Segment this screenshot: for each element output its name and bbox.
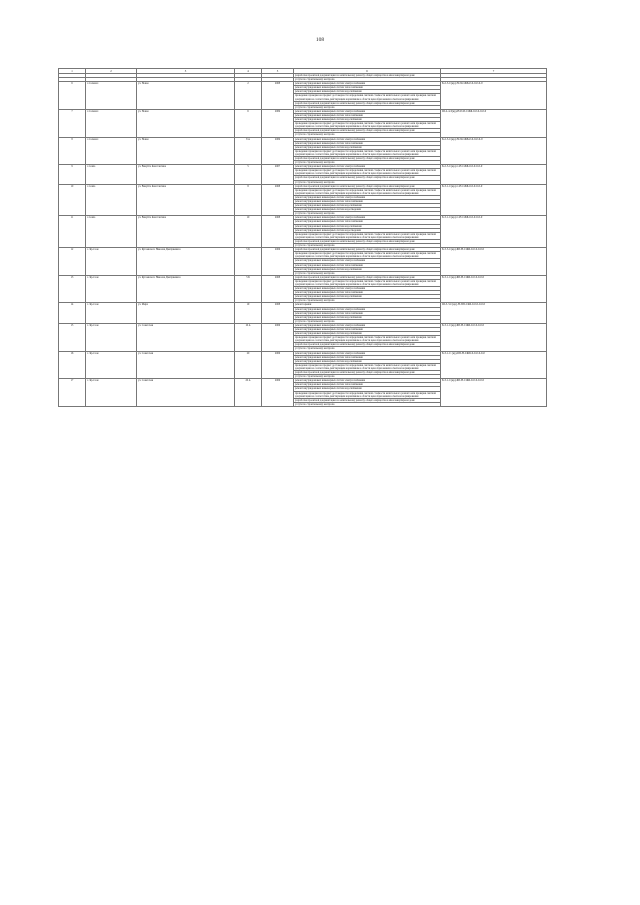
row-number: 13 xyxy=(59,275,86,303)
work-type: разработка проектной документации по капитальному ремонту общего имущества в многоквартирном доме xyxy=(294,275,441,279)
work-type: ремонт внутридомовых инженерных систем электроснабжения xyxy=(294,109,441,113)
locality: с.Сеяха xyxy=(86,216,137,248)
work-type: услуги по строительному контролю xyxy=(294,402,441,406)
work-type: ремонт внутридомовых инженерных систем водоснабжения xyxy=(294,224,441,228)
year: 2007 xyxy=(262,165,294,184)
row-number: 9 xyxy=(59,165,86,184)
work-type: услуги по строительному контролю xyxy=(294,347,441,351)
year: 2006 xyxy=(262,323,294,351)
work-type: разработка проектной документации по капитальному ремонту общего имущества в многоквартирном доме xyxy=(294,343,441,347)
work-type: ремонт внутридомовых инженерных систем водоотведения xyxy=(294,228,441,232)
work-type: проведение проверки на предмет достоверности определения сметной стоимости капитального ремонта или проверки сметной документации на соответствие действующим нормативам в области ценообразования в сметном нормировании xyxy=(294,149,441,156)
locality: с. Яр-Сале xyxy=(86,379,137,407)
work-type: ремонт внутридомовых инженерных систем электроснабжения xyxy=(294,165,441,169)
row-number: 7 xyxy=(59,109,86,137)
street: ул. Вануйто Константина xyxy=(137,184,235,216)
street: ул. Советская xyxy=(137,323,235,351)
year: 2008 xyxy=(262,303,294,323)
work-type: ремонт внутридомовых инженерных систем теплоснабжения xyxy=(294,291,441,295)
work-type: ремонт внутридомовых инженерных систем водоснабжения xyxy=(294,145,441,149)
work-type: ремонт внутридомовых инженерных систем электроснабжения xyxy=(294,351,441,355)
work-type: ремонт внутридомовых инженерных систем электроснабжения xyxy=(294,82,441,86)
house-number: 19 xyxy=(235,303,262,323)
locality: с.Салемал xyxy=(86,109,137,137)
work-type: ремонт внутридомовых инженерных систем электроснабжения xyxy=(294,323,441,327)
locality: с. Яр-Сале xyxy=(86,303,137,323)
work-type: проведение проверки на предмет достоверности определения сметной стоимости капитального ремонта или проверки сметной документации на соответствие действующим нормативам в области ценообразования в сметном нормировании xyxy=(294,232,441,239)
work-type: услуги по строительному контролю xyxy=(294,133,441,137)
work-type: ремонт внутридомовых инженерных систем теплоснабжения xyxy=(294,200,441,204)
column-number: 6 xyxy=(294,69,441,74)
column-number: 4 xyxy=(235,69,262,74)
street: ул. Советская xyxy=(137,379,235,407)
year: 2008 xyxy=(262,216,294,248)
year: 2006 xyxy=(262,351,294,379)
house-number: 8 xyxy=(235,184,262,216)
work-type: ремонт внутридомовых инженерных систем электроснабжения xyxy=(294,137,441,141)
building-code: Б-3-1-С(кр)-С-Н-СЖБ-0-0-0-0-0-0 xyxy=(441,184,547,216)
work-type: ремонт внутридомовых инженерных систем водоснабжения xyxy=(294,387,441,391)
row-number: 12 xyxy=(59,248,86,276)
work-type: ремонт внутридомовых инженерных систем электроснабжения xyxy=(294,259,441,263)
work-type: разработка проектной документации по капитальному ремонту общего имущества в многоквартирном доме xyxy=(294,129,441,133)
work-type: ремонт внутридомовых инженерных систем водоснабжения xyxy=(294,204,441,208)
table-row xyxy=(59,82,547,86)
street: ул. Вануйто Константина xyxy=(137,216,235,248)
work-type: ремонт внутридомовых инженерных систем электроснабжения xyxy=(294,287,441,291)
work-type: услуги по строительному контролю xyxy=(294,161,441,165)
work-type: разработка проектной документации по капитальному ремонту общего имущества в многоквартирном доме xyxy=(294,184,441,188)
work-type: услуги по строительному контролю xyxy=(294,299,441,303)
street: ул. Советская xyxy=(137,351,235,379)
work-type: ремонт внутридомовых инженерных систем теплоснабжения xyxy=(294,311,441,315)
repair-plan-table-wrap xyxy=(58,68,546,407)
year: 2006 xyxy=(262,379,294,407)
column-number: 3 xyxy=(137,69,235,74)
street: ул. Новая xyxy=(137,137,235,165)
house-number: 8 А xyxy=(235,137,262,165)
work-type: разработка проектной документации по капитальному ремонту общего имущества в многоквартирном доме xyxy=(294,176,441,180)
row-number: 17 xyxy=(59,379,86,407)
work-type: ремонт внутридомовых инженерных систем теплоснабжения xyxy=(294,355,441,359)
work-type: разработка проектной документации по капитальному ремонту общего имущества в многоквартирном доме xyxy=(294,101,441,105)
work-type: разработка проектной документации по капитальному ремонту общего имущества в многоквартирном доме xyxy=(294,239,441,243)
building-code: Б-3-3-С(кр)-БП-Н-СЖБ-0-0-0-0-0-0 xyxy=(441,248,547,276)
work-type: ремонт внутридомовых инженерных систем электроснабжения xyxy=(294,379,441,383)
row-number: 15 xyxy=(59,323,86,351)
column-number: 1 xyxy=(59,69,86,74)
house-number: 6 xyxy=(235,109,262,137)
page-number: 108 xyxy=(315,37,325,43)
building-code: Б-3-1-С(кр)-БП-Н-СЖБ-0-0-0-0-0-0 xyxy=(441,275,547,303)
row-number: 6 xyxy=(59,82,86,110)
work-type: проведение проверки на предмет достоверности определения сметной стоимости капитального ремонта или проверки сметной документации на соответствие действующим нормативам в области ценообразования в сметном нормировании xyxy=(294,94,441,101)
house-number: 20 А xyxy=(235,379,262,407)
building-code: Б-2-3-С(кр)-Н-П-СЖБ-0-0-0-0-0-0 xyxy=(441,82,547,110)
work-type: ремонт внутридомовых инженерных систем теплоснабжения xyxy=(294,263,441,267)
year: 2008 xyxy=(262,275,294,303)
street: ул. Новая xyxy=(137,109,235,137)
row-number: 14 xyxy=(59,303,86,323)
work-type: разработка проектной документации по капитальному ремонту общего имущества в многоквартирном доме xyxy=(294,74,441,78)
work-type: услуги по строительному контролю xyxy=(294,180,441,184)
row-number: 16 xyxy=(59,351,86,379)
locality: с. Яр-Сале xyxy=(86,351,137,379)
building-code: Ш-3-3-С(кр)-Н-ПП-СКБ-0-0-0-0-0-0 xyxy=(441,303,547,323)
work-type: проведение проверки на предмет достоверности определения сметной стоимости капитального ремонта или проверки сметной документации на соответствие действующим нормативам в области ценообразования в сметном нормировании xyxy=(294,122,441,129)
work-type: ремонт внутридомовых инженерных систем водоснабжения xyxy=(294,118,441,122)
street: ул. Кугаевского Николая Дмитриевича xyxy=(137,275,235,303)
building-code: Б-2-3-С(кр)-С-Н-СЖБ-0-0-0-0-0-0 xyxy=(441,165,547,184)
work-type: проведение проверки на предмет достоверности определения сметной стоимости капитального ремонта или проверки сметной документации на соответствие действующим нормативам в области ценообразования в сметном нормировании xyxy=(294,188,441,195)
work-type: разработка проектной документации по капитальному ремонту общего имущества в многоквартирном доме xyxy=(294,398,441,402)
work-type: разработка проектной документации по капитальному ремонту общего имущества в многоквартирном доме xyxy=(294,156,441,160)
column-number: 2 xyxy=(86,69,137,74)
work-type: ремонт внутридомовых инженерных систем теплоснабжения xyxy=(294,113,441,117)
table-row xyxy=(59,109,547,113)
locality: с.Салемал xyxy=(86,82,137,110)
work-type: проведение проверки на предмет достоверности определения сметной стоимости капитального ремонта или проверки сметной документации на соответствие действующим нормативам в области ценообразования в сметном нормировании xyxy=(294,252,441,259)
year: 2008 xyxy=(262,82,294,110)
work-type: разработка проектной документации по капитальному ремонту общего имущества в многоквартирном доме xyxy=(294,248,441,252)
column-number: 5 xyxy=(262,69,294,74)
work-type: ремонт внутридомовых инженерных систем водоснабжения xyxy=(294,295,441,299)
year: 2008 xyxy=(262,184,294,216)
work-type: ремонт внутридомовых инженерных систем теплоснабжения xyxy=(294,220,441,224)
work-type: ремонт внутридомовых инженерных систем теплоснабжения xyxy=(294,328,441,332)
work-type: ремонт внутридомовых инженерных систем электроснабжения xyxy=(294,307,441,311)
work-type: ремонт внутридомовых инженерных систем водоснабжения xyxy=(294,332,441,336)
locality: с.Сеяха xyxy=(86,165,137,184)
work-type: ремонт внутридомовых инженерных систем водоснабжения xyxy=(294,90,441,94)
work-type: ремонт внутридомовых инженерных систем электроснабжения xyxy=(294,216,441,220)
work-type: услуги по строительному контролю xyxy=(294,212,441,216)
street: ул. Вануйто Константина xyxy=(137,165,235,184)
building-code: Б-2-3-С(кр)-Н-П-СЖБ-0-0-0-0-0-0 xyxy=(441,137,547,165)
locality: с. Яр-Сале xyxy=(86,275,137,303)
work-type: ремонт внутридомовых инженерных систем теплоснабжения xyxy=(294,86,441,90)
row-number: 10 xyxy=(59,184,86,216)
table-row xyxy=(59,379,547,383)
work-type: ремонт внутридомовых инженерных систем теплоснабжения xyxy=(294,383,441,387)
table-row xyxy=(59,303,547,307)
work-type: ремонт внутридомовых инженерных систем электроснабжения xyxy=(294,195,441,199)
work-type: проведение проверки на предмет достоверности определения сметной стоимости капитального ремонта или проверки сметной документации на соответствие действующим нормативам в области ценообразования в сметном нормировании xyxy=(294,363,441,370)
house-number: 10 xyxy=(235,216,262,248)
building-code: Б-3-1-С(кр)-С-Н-СЖБ-0-0-0-0-0-0 xyxy=(441,216,547,248)
building-code: Ш-2-4-3(кр)-Н-П-П-СЖБ-0-0-0-0-0-0 xyxy=(441,109,547,137)
work-type: ремонт внутридомовых инженерных систем водоснабжения xyxy=(294,315,441,319)
work-type: услуги по строительному контролю xyxy=(294,319,441,323)
column-number: 7 xyxy=(441,69,547,74)
building-code: Б-3-1-С (кр)-БП-Н-СЖБ-0-0-0-0-0-0 xyxy=(441,351,547,379)
year: 2006 xyxy=(262,248,294,276)
work-type: разработка проектной документации по капитальному ремонту общего имущества в многоквартирном доме xyxy=(294,371,441,375)
year: 2009 xyxy=(262,137,294,165)
work-type: услуги по строительному контролю xyxy=(294,244,441,248)
table-row xyxy=(59,184,547,188)
table-row xyxy=(59,351,547,355)
house-number: 10 А xyxy=(235,323,262,351)
street: ул. Новая xyxy=(137,82,235,110)
year: 2009 xyxy=(262,109,294,137)
work-type: проведение проверки на предмет достоверности определения сметной стоимости капитального ремонта или проверки сметной документации на соответствие действующим нормативам в области ценообразования в сметном нормировании xyxy=(294,391,441,398)
work-type: проведение проверки на предмет достоверности определения сметной стоимости капитального ремонта или проверки сметной документации на соответствие действующим нормативам в области ценообразования в сметном нормировании xyxy=(294,169,441,176)
work-type: услуги по строительному контролю xyxy=(294,375,441,379)
locality: с. Яр-Сале xyxy=(86,323,137,351)
house-number: 5 Б xyxy=(235,275,262,303)
row-number: 11 xyxy=(59,216,86,248)
house-number: 2 xyxy=(235,82,262,110)
work-type: проведение проверки на предмет достоверности определения сметной стоимости капитального ремонта или проверки сметной документации на соответствие действующим нормативам в области ценообразования в сметном нормировании xyxy=(294,336,441,343)
table-body xyxy=(59,74,547,407)
table-row xyxy=(59,248,547,252)
work-type: ремонт крыши xyxy=(294,303,441,307)
building-code: Б-3-1-С(кр)-БП-Н-СЖБ-0-0-0-0-0-0 xyxy=(441,379,547,407)
work-type: проведение проверки на предмет достоверности определения сметной стоимости капитального ремонта или проверки сметной документации на соответствие действующим нормативам в области ценообразования в сметном нормировании xyxy=(294,279,441,286)
locality: с.Салемал xyxy=(86,137,137,165)
building-code: Б-3-1-С(кр)-БП-Н-СЖБ-0-0-0-0-0-0 xyxy=(441,323,547,351)
street: ул. Кугаевского Николая Дмитриевича xyxy=(137,248,235,276)
table-row xyxy=(59,275,547,279)
work-type: ремонт внутридомовых инженерных систем теплоснабжения xyxy=(294,141,441,145)
work-type: услуги по строительному контролю xyxy=(294,78,441,82)
table-row xyxy=(59,137,547,141)
locality: с. Яр-Сале xyxy=(86,248,137,276)
work-type: ремонт внутридомовых инженерных систем водоснабжения xyxy=(294,359,441,363)
house-number: 5 Б xyxy=(235,248,262,276)
table-row xyxy=(59,323,547,327)
work-type: ремонт внутридомовых инженерных систем водоотведения xyxy=(294,208,441,212)
table-row xyxy=(59,216,547,220)
work-type: ремонт внутридомовых инженерных систем водоснабжения xyxy=(294,267,441,271)
table-row xyxy=(59,165,547,169)
row-number: 8 xyxy=(59,137,86,165)
work-type: услуги по строительному контролю xyxy=(294,271,441,275)
house-number: 5 xyxy=(235,165,262,184)
work-type: услуги по строительному контролю xyxy=(294,105,441,109)
repair-plan-table xyxy=(58,68,547,407)
house-number: 20 xyxy=(235,351,262,379)
locality: с.Сеяха xyxy=(86,184,137,216)
street: ул. Мира xyxy=(137,303,235,323)
